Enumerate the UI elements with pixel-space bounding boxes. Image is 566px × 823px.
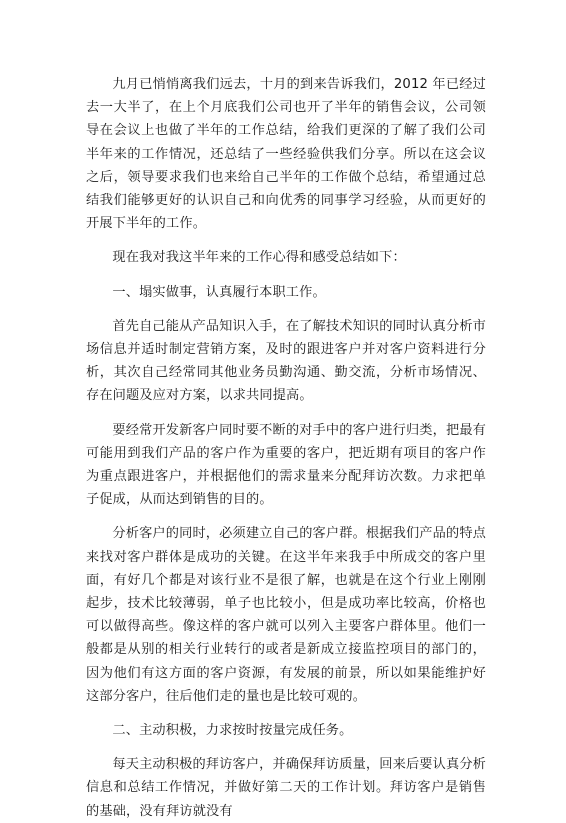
paragraph-customer-groups: 分析客户的同时，必须建立自己的客户群。根据我们产品的特点来找对客户群体是成功的关键。在这半年来我手中所成交的客户里面，有好几个都是对该行业不是很了解，也就是在这个行业上刚刚起步，技术比较薄弱，单子也比较小，但是成功率比较高，价格也可以做得高些。像这样的客户就可以列入主要客户群体里。他们一般都是从别的相关行业转行的或者是新成立接监控项目的部门的，因为他们有这方面的客户资源，有发展的前景，所以如果能维护好这部分客户，往后他们走的量也是比较可观的。 <box>86 526 486 704</box>
section-heading-1: 一、塌实做事，认真履行本职工作。 <box>112 284 326 300</box>
paragraph-new-customers: 要经常开发新客户同时要不断的对手中的客户进行归类，把最有可能用到我们产品的客户作为重要的客户，把近期有项目的客户作为重点跟进客户，并根据他们的需求量来分配拜访次数。力求把单子促成，从而达到销售的目的。 <box>86 422 486 508</box>
section-heading-2: 二、主动积极，力求按时按量完成任务。 <box>112 723 353 739</box>
paragraph-product-knowledge: 首先自己能从产品知识入手，在了解技术知识的同时认真分析市场信息并适时制定营销方案，及时的跟进客户并对客户资料进行分析，其次自己经常同其他业务员勤沟通、勤交流，分析市场情况、存在问题及应对方案，以求共同提高。 <box>86 318 486 404</box>
paragraph-summary-lead: 现在我对我这半年来的工作心得和感受总结如下： <box>112 250 406 266</box>
paragraph-daily-visits: 每天主动积极的拜访客户，并确保拜访质量，回来后要认真分析信息和总结工作情况，并做好第二天的工作计划。拜访客户是销售的基础，没有拜访就没有 <box>86 757 486 819</box>
paragraph-intro: 九月已悄悄离我们远去，十月的到来告诉我们，2012 年已经过去一大半了，在上个月底我们公司也开了半年的销售会议，公司领导在会议上也做了半年的工作总结，给我们更深的了解了我们公司半年来的工作情况，还总结了一些经验供我们分享。所以在这会议之后，领导要求我们也来给自己半年的工作做个总结，希望通过总结我们能够更好的认识自己和向优秀的同事学习经验，从而更好的开展下半年的工作。 <box>86 77 486 232</box>
document-body <box>86 73 486 823</box>
